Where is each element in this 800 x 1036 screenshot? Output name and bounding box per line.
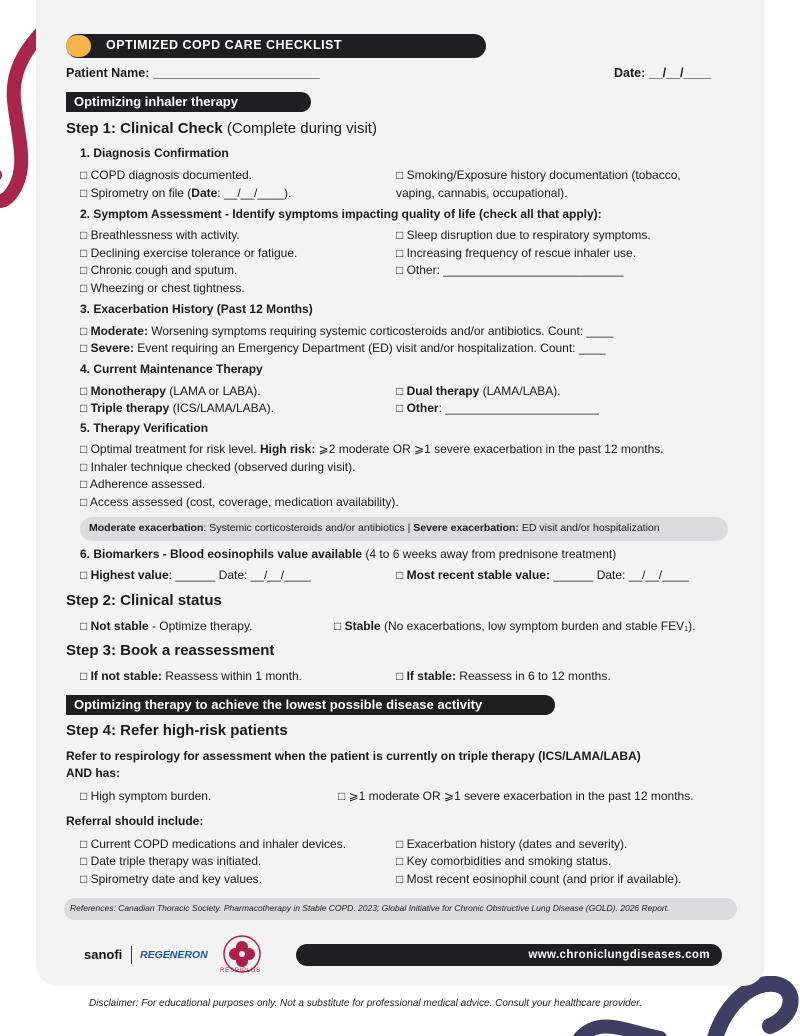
reassess-not-stable-text: Reassess within 1 month. bbox=[161, 669, 302, 683]
triple-therapy-text: (ICS/LAMA/LABA). bbox=[169, 401, 274, 415]
smoking-history-continued: vaping, cannabis, occupational). bbox=[396, 186, 568, 200]
note-severe-text: ED visit and/or hospitalization bbox=[518, 522, 660, 534]
date-field[interactable]: Date: __/__/____ bbox=[614, 66, 712, 80]
checkbox-inhaler-technique[interactable]: □ Inhaler technique checked (observed during visit). bbox=[80, 460, 356, 474]
section-title-inhaler: Optimizing inhaler therapy bbox=[66, 92, 311, 112]
spirometry-date-blank: : __/__/____). bbox=[217, 186, 292, 200]
step1-heading bbox=[66, 120, 377, 137]
verification-heading: 5. Therapy Verification bbox=[80, 421, 209, 435]
highest-value-blank: : ______ Date: __/__/____ bbox=[168, 568, 311, 582]
monotherapy-label: Monotherapy bbox=[90, 384, 166, 398]
severe-label: Severe: bbox=[90, 341, 134, 355]
reassess-stable-text: Reassess in 6 to 12 months. bbox=[455, 669, 611, 683]
header-dot bbox=[66, 35, 91, 57]
checkbox-chronic-cough[interactable]: □ Chronic cough and sputum. bbox=[80, 263, 238, 277]
not-stable-label: Not stable bbox=[90, 619, 149, 633]
spirometry-date-label: Date bbox=[191, 186, 218, 200]
checkbox-triple-therapy-date[interactable]: □ Date triple therapy was initiated. bbox=[80, 854, 262, 868]
step2-title: Step 2: Clinical status bbox=[66, 592, 222, 609]
checkbox-spirometry-values[interactable]: □ Spirometry date and key values. bbox=[80, 872, 263, 886]
biomarkers-heading bbox=[80, 547, 616, 561]
checkbox-dual-therapy[interactable]: □ Dual therapy (LAMA/LABA). bbox=[396, 384, 561, 398]
references: References: Canadian Thoracic Society. Pharmacotherapy in Stable COPD. 2023; Global Initiative for Chronic Obstructive Lung Disease (GOLD). 2026 Report. bbox=[64, 898, 737, 920]
monotherapy-text: (LAMA or LABA). bbox=[165, 384, 261, 398]
page-title: OPTIMIZED COPD CARE CHECKLIST bbox=[106, 38, 343, 52]
exacerbation-definition-note bbox=[80, 517, 728, 541]
checkbox-not-stable[interactable]: □ Not stable - Optimize therapy. bbox=[80, 619, 253, 633]
checkbox-smoking-history[interactable]: □ Smoking/Exposure history documentation (tobacco, bbox=[396, 168, 681, 182]
checkbox-severe-exacerbation[interactable]: □ Severe: Event requiring an Emergency Department (ED) visit and/or hospitalization. Count: ____ bbox=[80, 341, 606, 355]
checkbox-exercise-tolerance[interactable]: □ Declining exercise tolerance or fatigue. bbox=[80, 246, 298, 260]
therapy-other-text: : _______________________ bbox=[438, 401, 599, 415]
highest-value-label: Highest value bbox=[90, 568, 169, 582]
checkbox-recent-eosinophil[interactable]: □ Most recent stable value: ______ Date: __/__/____ bbox=[396, 568, 689, 582]
sanofi-logo: sanofi bbox=[84, 947, 123, 962]
checkbox-eosinophil-count[interactable]: □ Most recent eosinophil count (and prior if available). bbox=[396, 872, 682, 886]
biomarkers-heading-note: (4 to 6 weeks away from prednisone treatment) bbox=[362, 547, 617, 561]
regeneron-logo: REGENERON bbox=[140, 949, 208, 961]
checkbox-highest-eosinophil[interactable]: □ Highest value: ______ Date: __/__/____ bbox=[80, 568, 311, 582]
disclaimer: Disclaimer: For educational purposes only. Not a substitute for professional medical advice. Consult your healthcare provider. bbox=[89, 998, 643, 1009]
checkbox-copd-diagnosis[interactable]: □ COPD diagnosis documented. bbox=[80, 168, 253, 182]
checkbox-rescue-inhaler[interactable]: □ Increasing frequency of rescue inhaler use. bbox=[396, 246, 637, 260]
checkbox-symptom-other[interactable]: □ Other: ___________________________ bbox=[396, 263, 624, 277]
reassess-stable-label: If stable: bbox=[406, 669, 456, 683]
therapy-other-label: Other bbox=[406, 401, 439, 415]
step4-title: Step 4: Refer high-risk patients bbox=[66, 722, 288, 739]
note-moderate-label: Moderate exacerbation bbox=[89, 522, 204, 534]
dual-therapy-text: (LAMA/LABA). bbox=[479, 384, 561, 398]
checkbox-moderate-exacerbation[interactable]: □ Moderate: Worsening symptoms requiring systemic corticosteroids and/or antibiotics. Count: ____ bbox=[80, 324, 614, 338]
moderate-text: Worsening symptoms requiring systemic corticosteroids and/or antibiotics. Count: ____ bbox=[147, 324, 614, 338]
step3-title: Step 3: Book a reassessment bbox=[66, 642, 275, 659]
step1-subtitle: (Complete during visit) bbox=[226, 120, 377, 137]
moderate-label: Moderate: bbox=[90, 324, 148, 338]
checkbox-monotherapy[interactable]: □ Monotherapy (LAMA or LABA). bbox=[80, 384, 261, 398]
note-severe-label: Severe exacerbation: bbox=[413, 522, 519, 534]
referral-heading: Referral should include: bbox=[66, 814, 204, 828]
recent-value-label: Most recent stable value: bbox=[406, 568, 550, 582]
checkbox-wheezing[interactable]: □ Wheezing or chest tightness. bbox=[80, 281, 245, 295]
checkbox-spirometry[interactable] bbox=[80, 186, 291, 200]
triple-therapy-label: Triple therapy bbox=[90, 401, 170, 415]
checkbox-stable[interactable]: □ Stable (No exacerbations, low symptom burden and stable FEV₁). bbox=[334, 619, 696, 633]
not-stable-text: - Optimize therapy. bbox=[148, 619, 253, 633]
section-title-disease-activity: Optimizing therapy to achieve the lowest possible disease activity bbox=[66, 695, 555, 715]
checkbox-high-symptom-burden[interactable]: □ High symptom burden. bbox=[80, 789, 212, 803]
checkbox-optimal-treatment[interactable] bbox=[80, 442, 664, 456]
high-risk-text: ⩾2 moderate OR ⩾1 severe exacerbation in the past 12 months. bbox=[315, 442, 664, 456]
referral-intro: Refer to respirology for assessment when the patient is currently on triple therapy (ICS/LAMA/LABA) bbox=[66, 749, 641, 763]
symptom-heading: 2. Symptom Assessment - Identify symptoms impacting quality of life (check all that apply): bbox=[80, 207, 602, 221]
checkbox-reassess-not-stable[interactable]: □ If not stable: Reassess within 1 month. bbox=[80, 669, 302, 683]
recent-value-blank: ______ Date: __/__/____ bbox=[549, 568, 689, 582]
website-link[interactable]: www.chroniclungdiseases.com bbox=[528, 949, 710, 961]
high-risk-label: High risk: bbox=[259, 442, 316, 456]
dual-therapy-label: Dual therapy bbox=[406, 384, 480, 398]
referral-intro-and: AND has: bbox=[66, 766, 121, 780]
stable-label: Stable bbox=[344, 619, 381, 633]
checkbox-triple-therapy[interactable]: □ Triple therapy (ICS/LAMA/LABA). bbox=[80, 401, 274, 415]
stable-text: (No exacerbations, low symptom burden and stable FEV₁). bbox=[380, 619, 696, 633]
checkbox-reassess-stable[interactable]: □ If stable: Reassess in 6 to 12 months. bbox=[396, 669, 611, 683]
checkbox-breathlessness[interactable]: □ Breathlessness with activity. bbox=[80, 228, 240, 242]
biomarkers-heading-bold: 6. Biomarkers - Blood eosinophils value available bbox=[80, 547, 363, 561]
checkbox-adherence[interactable]: □ Adherence assessed. bbox=[80, 477, 206, 491]
reassess-not-stable-label: If not stable: bbox=[90, 669, 162, 683]
exacerbation-heading: 3. Exacerbation History (Past 12 Months) bbox=[80, 302, 313, 316]
respiplus-logo-text: RESPIPLUS bbox=[220, 968, 261, 974]
patient-name-field[interactable]: Patient Name: ________________________ bbox=[66, 66, 320, 80]
note-moderate-text: : Systemic corticosteroids and/or antibiotics | bbox=[203, 522, 414, 534]
checkbox-sleep-disruption[interactable]: □ Sleep disruption due to respiratory symptoms. bbox=[396, 228, 651, 242]
maintenance-heading: 4. Current Maintenance Therapy bbox=[80, 362, 263, 376]
checkbox-exacerbation-criteria[interactable]: □ ⩾1 moderate OR ⩾1 severe exacerbation in the past 12 months. bbox=[338, 789, 694, 803]
checkbox-therapy-other[interactable]: □ Other: _______________________ bbox=[396, 401, 599, 415]
optimal-treatment-text: □ Optimal treatment for risk level. bbox=[80, 442, 260, 456]
severe-text: Event requiring an Emergency Department (ED) visit and/or hospitalization. Count: ____ bbox=[133, 341, 606, 355]
step1-title: Step 1: Clinical Check bbox=[66, 120, 223, 137]
checkbox-exacerbation-history[interactable]: □ Exacerbation history (dates and severity). bbox=[396, 837, 628, 851]
checkbox-current-medications[interactable]: □ Current COPD medications and inhaler devices. bbox=[80, 837, 347, 851]
checkbox-access[interactable]: □ Access assessed (cost, coverage, medication availability). bbox=[80, 495, 399, 509]
spirometry-text: □ Spirometry on file ( bbox=[80, 186, 192, 200]
logo-divider bbox=[131, 946, 132, 964]
checkbox-comorbidities[interactable]: □ Key comorbidities and smoking status. bbox=[396, 854, 612, 868]
diagnosis-heading: 1. Diagnosis Confirmation bbox=[80, 146, 229, 160]
